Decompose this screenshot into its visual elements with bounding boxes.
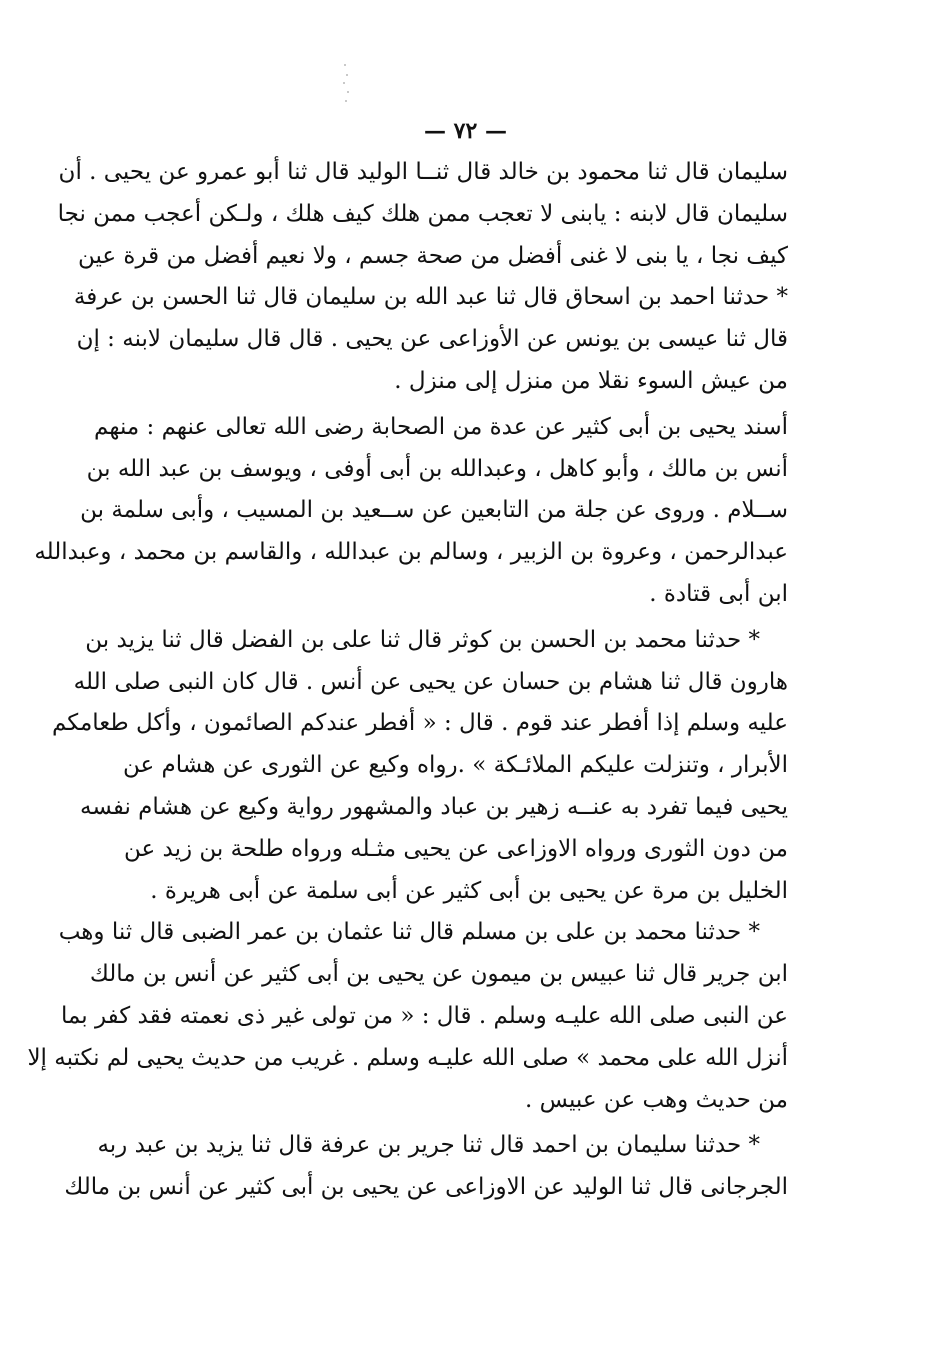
text-line: ابن جرير قال ثنا عبيس بن ميمون عن يحيى بن أبى كثير عن أنس بن مالك	[89, 961, 788, 988]
paragraph	[64, 1125, 788, 1209]
paper-speck	[340, 60, 354, 120]
text-line: سليمان قال لابنه : يابنى لا تعجب ممن هلك كيف هلك ، ولـكن أعجب ممن نجا	[57, 200, 788, 227]
text-line: الخليل بن مرة عن يحيى بن أبى كثير عن أبى سلمة عن أبى هريرة .	[150, 877, 788, 904]
paragraph	[51, 620, 788, 913]
text-line: كيف نجا ، يا بنى لا غنى أفضل من صحة جسم ، ولا نعيم أفضل من قرة عين	[77, 242, 788, 269]
text-line: الأبرار ، وتنزلت عليكم الملائـكة » .رواه وكيع عن الثورى عن هشام عن	[122, 752, 788, 779]
text-line: * حدثنا احمد بن اسحاق قال ثنا عبد الله بن سليمان قال ثنا الحسن بن عرفة	[73, 284, 788, 311]
body-text	[27, 152, 788, 1209]
text-line: أسند يحيى بن أبى كثير عن عدة من الصحابة رضى الله تعالى عنهم : منهم	[94, 413, 788, 440]
paragraph	[57, 152, 788, 403]
text-line: عبدالرحمن ، وعروة بن الزبير ، وسالم بن عبدالله ، والقاسم بن محمد ، وعبدالله	[34, 539, 788, 566]
text-line: * حدثنا محمد بن الحسن بن كوثر قال ثنا على بن الفضل قال ثنا يزيد بن	[85, 626, 760, 653]
paragraph	[27, 912, 788, 1121]
text-line: من دون الثورى ورواه الاوزاعى عن يحيى مثـله ورواه طلحة بن زيد عن	[123, 835, 788, 862]
page-number: — ٧٢ —	[424, 118, 507, 144]
text-line: من حديث وهب عن عبيس .	[525, 1086, 788, 1113]
paragraph	[34, 407, 788, 616]
text-line: عليه وسلم إذا أفطر عند قوم . قال : « أفطر عندكم الصائمون ، وأكل طعامكم	[51, 710, 788, 737]
text-line: سليمان قال ثنا محمود بن خالد قال ثنــا الوليد قال ثنا أبو عمرو عن يحيى . أن	[58, 159, 788, 185]
text-line: قال ثنا عيسى بن يونس عن الأوزاعى عن يحيى . قال قال سليمان لابنه : إن	[76, 326, 788, 353]
text-line: من عيش السوء نقلا من منزل إلى منزل .	[394, 367, 788, 394]
text-line: * حدثنا محمد بن على بن مسلم قال ثنا عثمان بن عمر الضبى قال ثنا وهب	[58, 919, 760, 946]
text-line: الجرجانى قال ثنا الوليد عن الاوزاعى عن يحيى بن أبى كثير عن أنس بن مالك	[64, 1174, 788, 1201]
text-line: ســلام . وروى عن جلة من التابعين عن ســعيد بن المسيب ، وأبى سلمة بن	[80, 497, 788, 524]
text-line: ابن أبى قتادة .	[649, 580, 788, 607]
text-line: * حدثنا سليمان بن احمد قال ثنا جرير بن عرفة قال ثنا يزيد بن عبد ربه	[97, 1132, 760, 1159]
text-line: يحيى فيما تفرد به عنــه زهير بن عباد والمشهور رواية وكيع عن هشام نفسه	[79, 793, 788, 820]
text-line: أنزل الله على محمد » صلى الله عليـه وسلم . غريب من حديث يحيى لم نكتبه إلا	[27, 1044, 788, 1071]
text-line: أنس بن مالك ، وأبو كاهل ، وعبدالله بن أبى أوفى ، ويوسف بن عبد الله بن	[86, 455, 788, 482]
text-line: عن النبى صلى الله عليـه وسلم . قال : « من تولى غير ذى نعمته فقد كفر بما	[60, 1002, 788, 1029]
text-line: هارون قال ثنا هشام بن حسان عن يحيى عن أنس . قال كان النبى صلى الله	[73, 668, 788, 695]
